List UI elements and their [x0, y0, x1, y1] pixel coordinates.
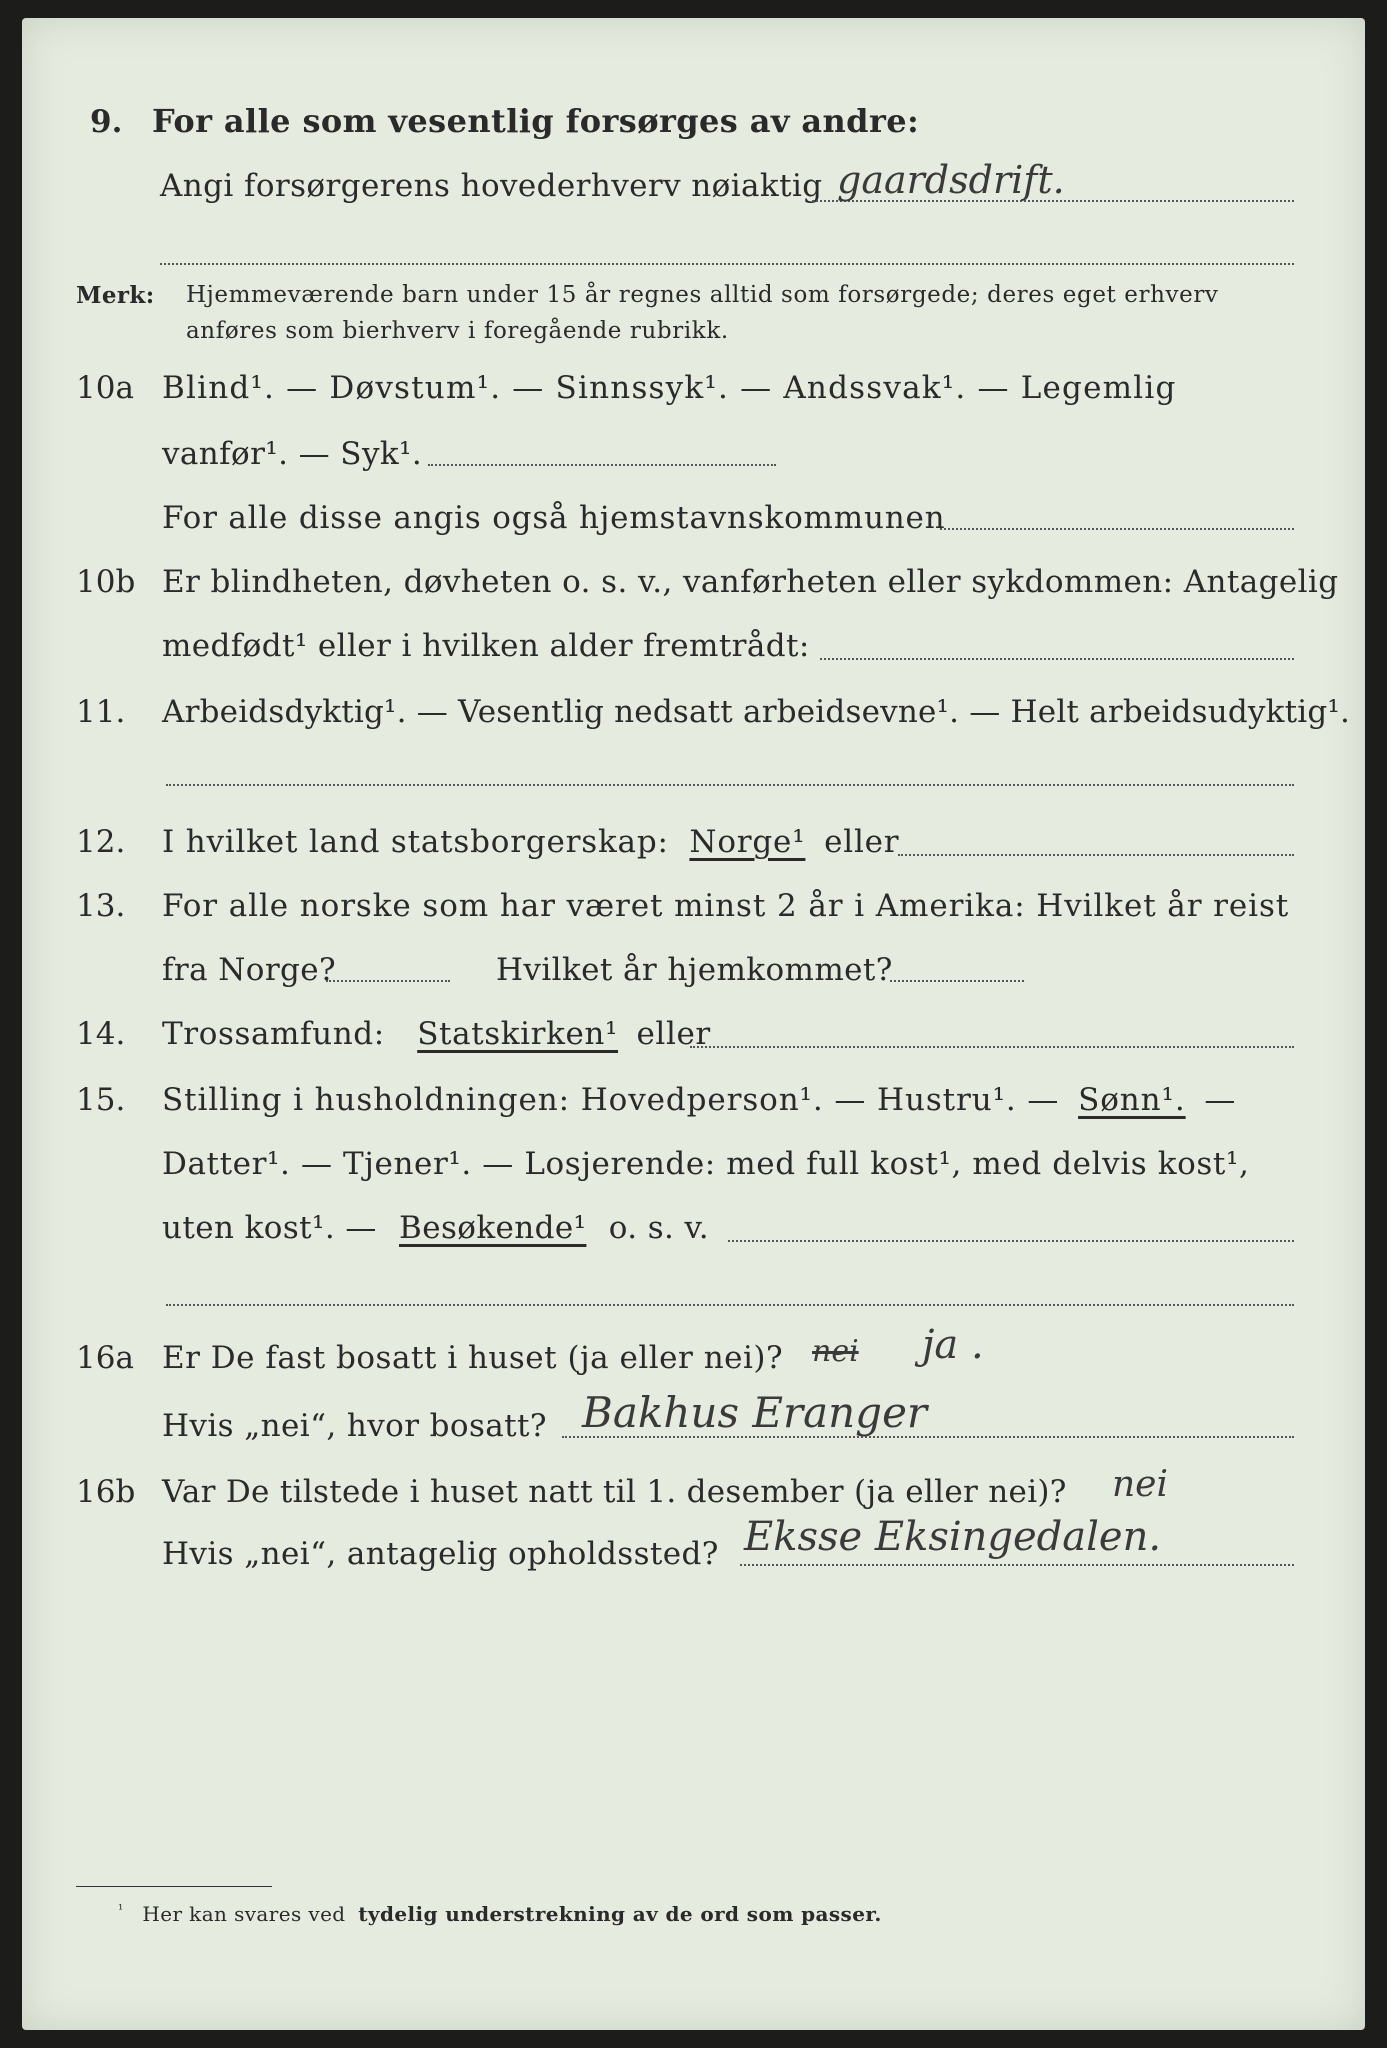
q16b-handwritten-answer-2: Eksse Eksingedalen. — [744, 1514, 1162, 1560]
q15-line-3-suffix: o. s. v. — [608, 1210, 710, 1246]
q14-number: 14. — [76, 1016, 126, 1052]
q12-suffix: eller — [824, 824, 900, 860]
q15-line-3 — [162, 1210, 709, 1246]
q13-line-1: For alle norske som har været minst 2 år i Amerika: Hvilket år reist — [162, 888, 1290, 924]
q15-line-2: Datter¹. — Tjener¹. — Losjerende: med full kost¹, med delvis kost¹, — [162, 1146, 1250, 1182]
q15-besokende-underlined: Besøkende¹ — [399, 1210, 587, 1246]
q13-line-2b: Hvilket år hjemkommet? — [496, 952, 893, 988]
q10a-line-3: For alle disse angis også hjemstavnskommunen — [162, 500, 946, 536]
q14-suffix: eller — [636, 1016, 711, 1052]
q15-line-3-text: uten kost¹. — — [162, 1210, 377, 1246]
census-form-page — [22, 18, 1365, 2030]
q15-line-1-dash: — — [1204, 1082, 1237, 1118]
q13-number: 13. — [76, 888, 126, 924]
q14-question — [162, 1016, 711, 1052]
q12-norge-underlined: Norge¹ — [689, 824, 806, 860]
q15-line-1-text: Stilling i husholdningen: Hovedperson¹. — Hustru¹. — — [162, 1082, 1060, 1118]
q14-prefix: Trossamfund: — [162, 1016, 385, 1052]
q16b-line-2: Hvis „nei“, antagelig opholdssted? — [162, 1536, 719, 1572]
q16b-answer-line — [740, 1564, 1294, 1566]
q15-line-1 — [162, 1082, 1236, 1118]
q10b-answer-line — [820, 658, 1294, 660]
q12-number: 12. — [76, 824, 126, 860]
q13-left-blank — [326, 980, 450, 982]
q15-sonn-underlined: Sønn¹. — [1078, 1082, 1186, 1118]
q16a-line-2: Hvis „nei“, hvor bosatt? — [162, 1408, 547, 1444]
q9-handwritten-answer: gaardsdrift. — [837, 158, 1065, 202]
q14-answer-line — [690, 1046, 1294, 1048]
q16b-line-1: Var De tilstede i huset natt til 1. desember (ja eller nei)? — [162, 1474, 1067, 1510]
q11-number: 11. — [76, 694, 126, 730]
q15-extra-line — [166, 1304, 1294, 1306]
q11-extra-line — [166, 784, 1294, 786]
q9-question: Angi forsørgerens hovederhverv nøiaktig — [160, 168, 823, 204]
q12-question — [162, 824, 899, 860]
footnote — [118, 1902, 882, 1926]
q16a-handwritten-answer-1: ja . — [922, 1322, 984, 1368]
q16b-number: 16b — [76, 1474, 136, 1510]
q11-line-1: Arbeidsdyktig¹. — Vesentlig nedsatt arbeidsevne¹. — Helt arbeidsudyktig¹. — [162, 694, 1351, 730]
q10a-line-3-blank — [940, 528, 1294, 530]
footnote-mark: ¹ — [118, 1902, 124, 1918]
q10a-line-2-blank — [428, 464, 776, 466]
note-line-1: Hjemmeværende barn under 15 år regnes alltid som forsørgede; deres eget erhverv — [186, 282, 1219, 308]
q9-title: For alle som vesentlig forsørges av andre: — [152, 102, 920, 140]
q16a-line-1: Er De fast bosatt i huset (ja eller nei)? — [162, 1340, 784, 1376]
q13-line-2a: fra Norge? — [162, 952, 337, 988]
q16a-number: 16a — [76, 1340, 134, 1376]
q10a-line-2: vanfør¹. — Syk¹. — [162, 436, 423, 472]
q9-number: 9. — [90, 104, 123, 140]
q16a-handwritten-answer-2: Bakhus Eranger — [582, 1388, 928, 1437]
footnote-text-a: Her kan svares ved — [142, 1902, 346, 1926]
note-label: Merk: — [76, 282, 155, 309]
q15-answer-line — [728, 1240, 1294, 1242]
note-line-2: anføres som bierhverv i foregående rubrikk. — [186, 318, 729, 344]
q12-prefix: I hvilket land statsborgerskap: — [162, 824, 669, 860]
q16b-handwritten-answer-1: nei — [1112, 1464, 1169, 1505]
q10b-line-2: medfødt¹ eller i hvilken alder fremtrådt: — [162, 628, 810, 664]
q9-extra-line — [160, 263, 1294, 265]
q10b-number: 10b — [76, 564, 136, 600]
q13-right-blank — [890, 980, 1024, 982]
footnote-rule — [76, 1886, 272, 1887]
q14-statskirken-underlined: Statskirken¹ — [417, 1016, 619, 1052]
q10a-number: 10a — [76, 370, 134, 406]
q12-answer-line — [898, 854, 1294, 856]
q10a-line-1: Blind¹. — Døvstum¹. — Sinnssyk¹. — Andssvak¹. — Legemlig — [162, 370, 1177, 406]
q10b-line-1: Er blindheten, døvheten o. s. v., vanførheten eller sykdommen: Antagelig — [162, 564, 1339, 600]
q15-number: 15. — [76, 1082, 126, 1118]
footnote-text-b: tydelig understrekning av de ord som passer. — [358, 1902, 882, 1926]
q16a-struck-answer: nei — [812, 1334, 859, 1369]
